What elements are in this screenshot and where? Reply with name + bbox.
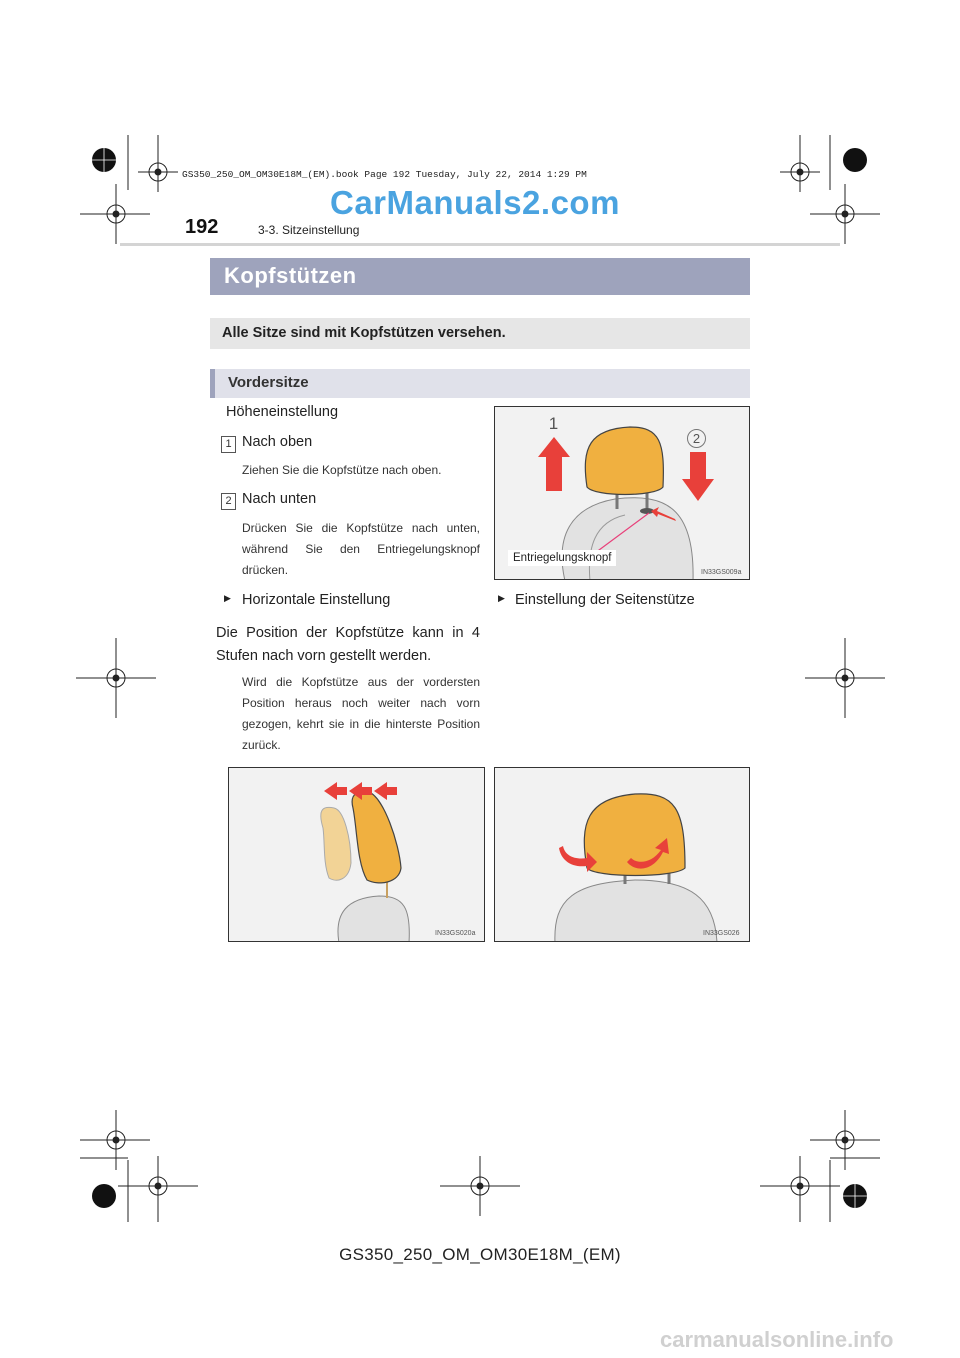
subsection-bar	[210, 369, 750, 398]
step1-text: Ziehen Sie die Kopfstütze nach oben.	[242, 463, 442, 477]
figure1-callout: Entriegelungsknopf	[508, 550, 616, 566]
side-support-heading: Einstellung der Seitenstütze	[515, 592, 695, 608]
page-title: Kopfstützen	[224, 263, 357, 288]
page-title-bar	[210, 258, 750, 295]
headrest-tilt-illustration	[229, 768, 485, 942]
horizontal-note: Wird die Kopfstütze aus der vordersten Position heraus noch weiter nach vorn gezogen, kehrt sie in die hinterste Position zurück.	[242, 675, 480, 752]
figure1-label-1: 1	[548, 414, 559, 433]
header-divider	[120, 243, 840, 246]
book-file-line: GS350_250_OM_OM30E18M_(EM).book Page 192 Tuesday, July 22, 2014 1:29 PM	[182, 169, 587, 180]
figure2-code: IN33GS020a	[435, 930, 476, 937]
step1-label: Nach oben	[242, 434, 313, 450]
horizontal-text: Die Position der Kopfstütze kann in 4 Stufen nach vorn gestellt werden.	[216, 625, 480, 664]
figure-side-support	[494, 767, 750, 942]
document-footer: GS350_250_OM_OM30E18M_(EM)	[339, 1245, 621, 1264]
figure3-code: IN33GS026	[703, 930, 740, 937]
page-number: 192	[185, 216, 219, 238]
section-heading: 3-3. Sitzeinstellung	[258, 223, 360, 237]
intro-text: Alle Sitze sind mit Kopfstützen versehen.	[222, 325, 506, 341]
watermark-logo: CarManuals2.com	[330, 184, 620, 221]
figure1-label-2: 2	[687, 429, 706, 448]
bottom-watermark: carmanualsonline.info	[660, 1327, 894, 1352]
headrest-side-illustration	[495, 768, 750, 942]
figure-height-adjustment	[494, 406, 750, 580]
step2-label: Nach unten	[242, 491, 317, 507]
figure1-code: IN33GS009a	[701, 569, 742, 576]
subsection-title: Vordersitze	[228, 374, 309, 391]
step1-number: 1	[221, 436, 236, 453]
horizontal-heading: Horizontale Einstellung	[242, 592, 391, 608]
horizontal-marker-icon: ▶	[224, 593, 231, 603]
step2-text: Drücken Sie die Kopfstütze nach unten, während Sie den Entriegelungsknopf drücken.	[242, 521, 480, 577]
height-adjustment-heading: Höheneinstellung	[226, 404, 339, 420]
step2-number: 2	[221, 493, 236, 510]
side-support-marker-icon: ▶	[498, 593, 505, 603]
figure-horizontal-adjustment	[228, 767, 485, 942]
intro-box	[210, 318, 750, 349]
